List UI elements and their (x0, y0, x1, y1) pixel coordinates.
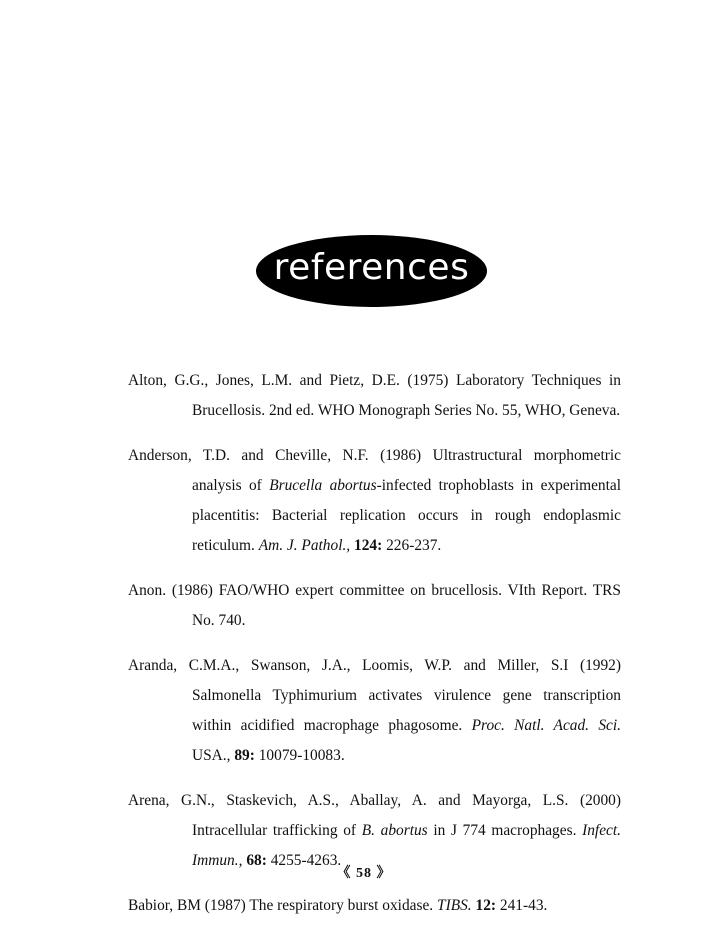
ref-journal-suffix: USA., (192, 747, 231, 764)
ref-italic-term: B. abortus (361, 822, 428, 839)
reference-entry (128, 651, 621, 771)
ref-volume: 124: (354, 537, 383, 554)
ref-authors: Babior, BM (1987) (128, 897, 246, 914)
ref-authors: Anderson, T.D. and Cheville, N.F. (1986) (128, 447, 422, 464)
page-heading: references (273, 247, 470, 288)
reference-entry (128, 891, 621, 921)
ref-journal: Proc. Natl. Acad. Sci. (471, 717, 621, 734)
reference-entry (128, 441, 621, 561)
ref-text: Salmonella Typhimurium activates virulence gene transcription within acidified macrophage phagosome. (192, 687, 621, 734)
ref-text: -infected trophoblasts in experimental placentitis: Bacterial replication occurs in rough endoplasmic reticulum. (192, 477, 621, 554)
ref-authors: Arena, G.N., Staskevich, A.S., Aballay, A. and Mayorga, L.S. (2000) (128, 792, 621, 809)
ref-authors: Aranda, C.M.A., Swanson, J.A., Loomis, W.P. and Miller, S.I (1992) (128, 657, 621, 674)
ref-journal: Am. J. Pathol., (258, 537, 351, 554)
ref-italic-term: Brucella abortus (269, 477, 377, 494)
ref-text: The respiratory burst oxidase. (249, 897, 434, 914)
ref-authors: Alton, G.G., Jones, L.M. and Pietz, D.E. (1975) (128, 372, 449, 389)
ref-volume: 89: (234, 747, 255, 764)
page-number: 《 58 》 (336, 866, 392, 881)
ref-journal: Infect. Immun., (192, 822, 621, 869)
ref-text: in J 774 macrophages. (433, 822, 577, 839)
ref-text: Laboratory Techniques in Brucellosis. 2nd ed. WHO Monograph Series No. 55, WHO, Geneva. (192, 372, 621, 419)
ref-pages: 226-237. (386, 537, 442, 554)
reference-list (128, 366, 621, 921)
ref-volume: 12: (475, 897, 497, 914)
reference-entry (128, 366, 621, 426)
ref-authors: Anon. (1986) (128, 582, 213, 599)
ref-pages: 4255-4263. (270, 852, 342, 869)
ref-journal: TIBS. (437, 897, 472, 914)
ref-text: Intracellular trafficking of (192, 822, 357, 839)
reference-entry (128, 576, 621, 636)
ref-pages: 241-43. (499, 897, 548, 914)
ref-text: Ultrastructural morphometric analysis of (192, 447, 621, 494)
ref-text: FAO/WHO expert committee on brucellosis. VIth Report. TRS No. 740. (192, 582, 621, 629)
ref-pages: 10079-10083. (258, 747, 345, 764)
ref-volume: 68: (246, 852, 267, 869)
heading-oval (256, 235, 487, 307)
